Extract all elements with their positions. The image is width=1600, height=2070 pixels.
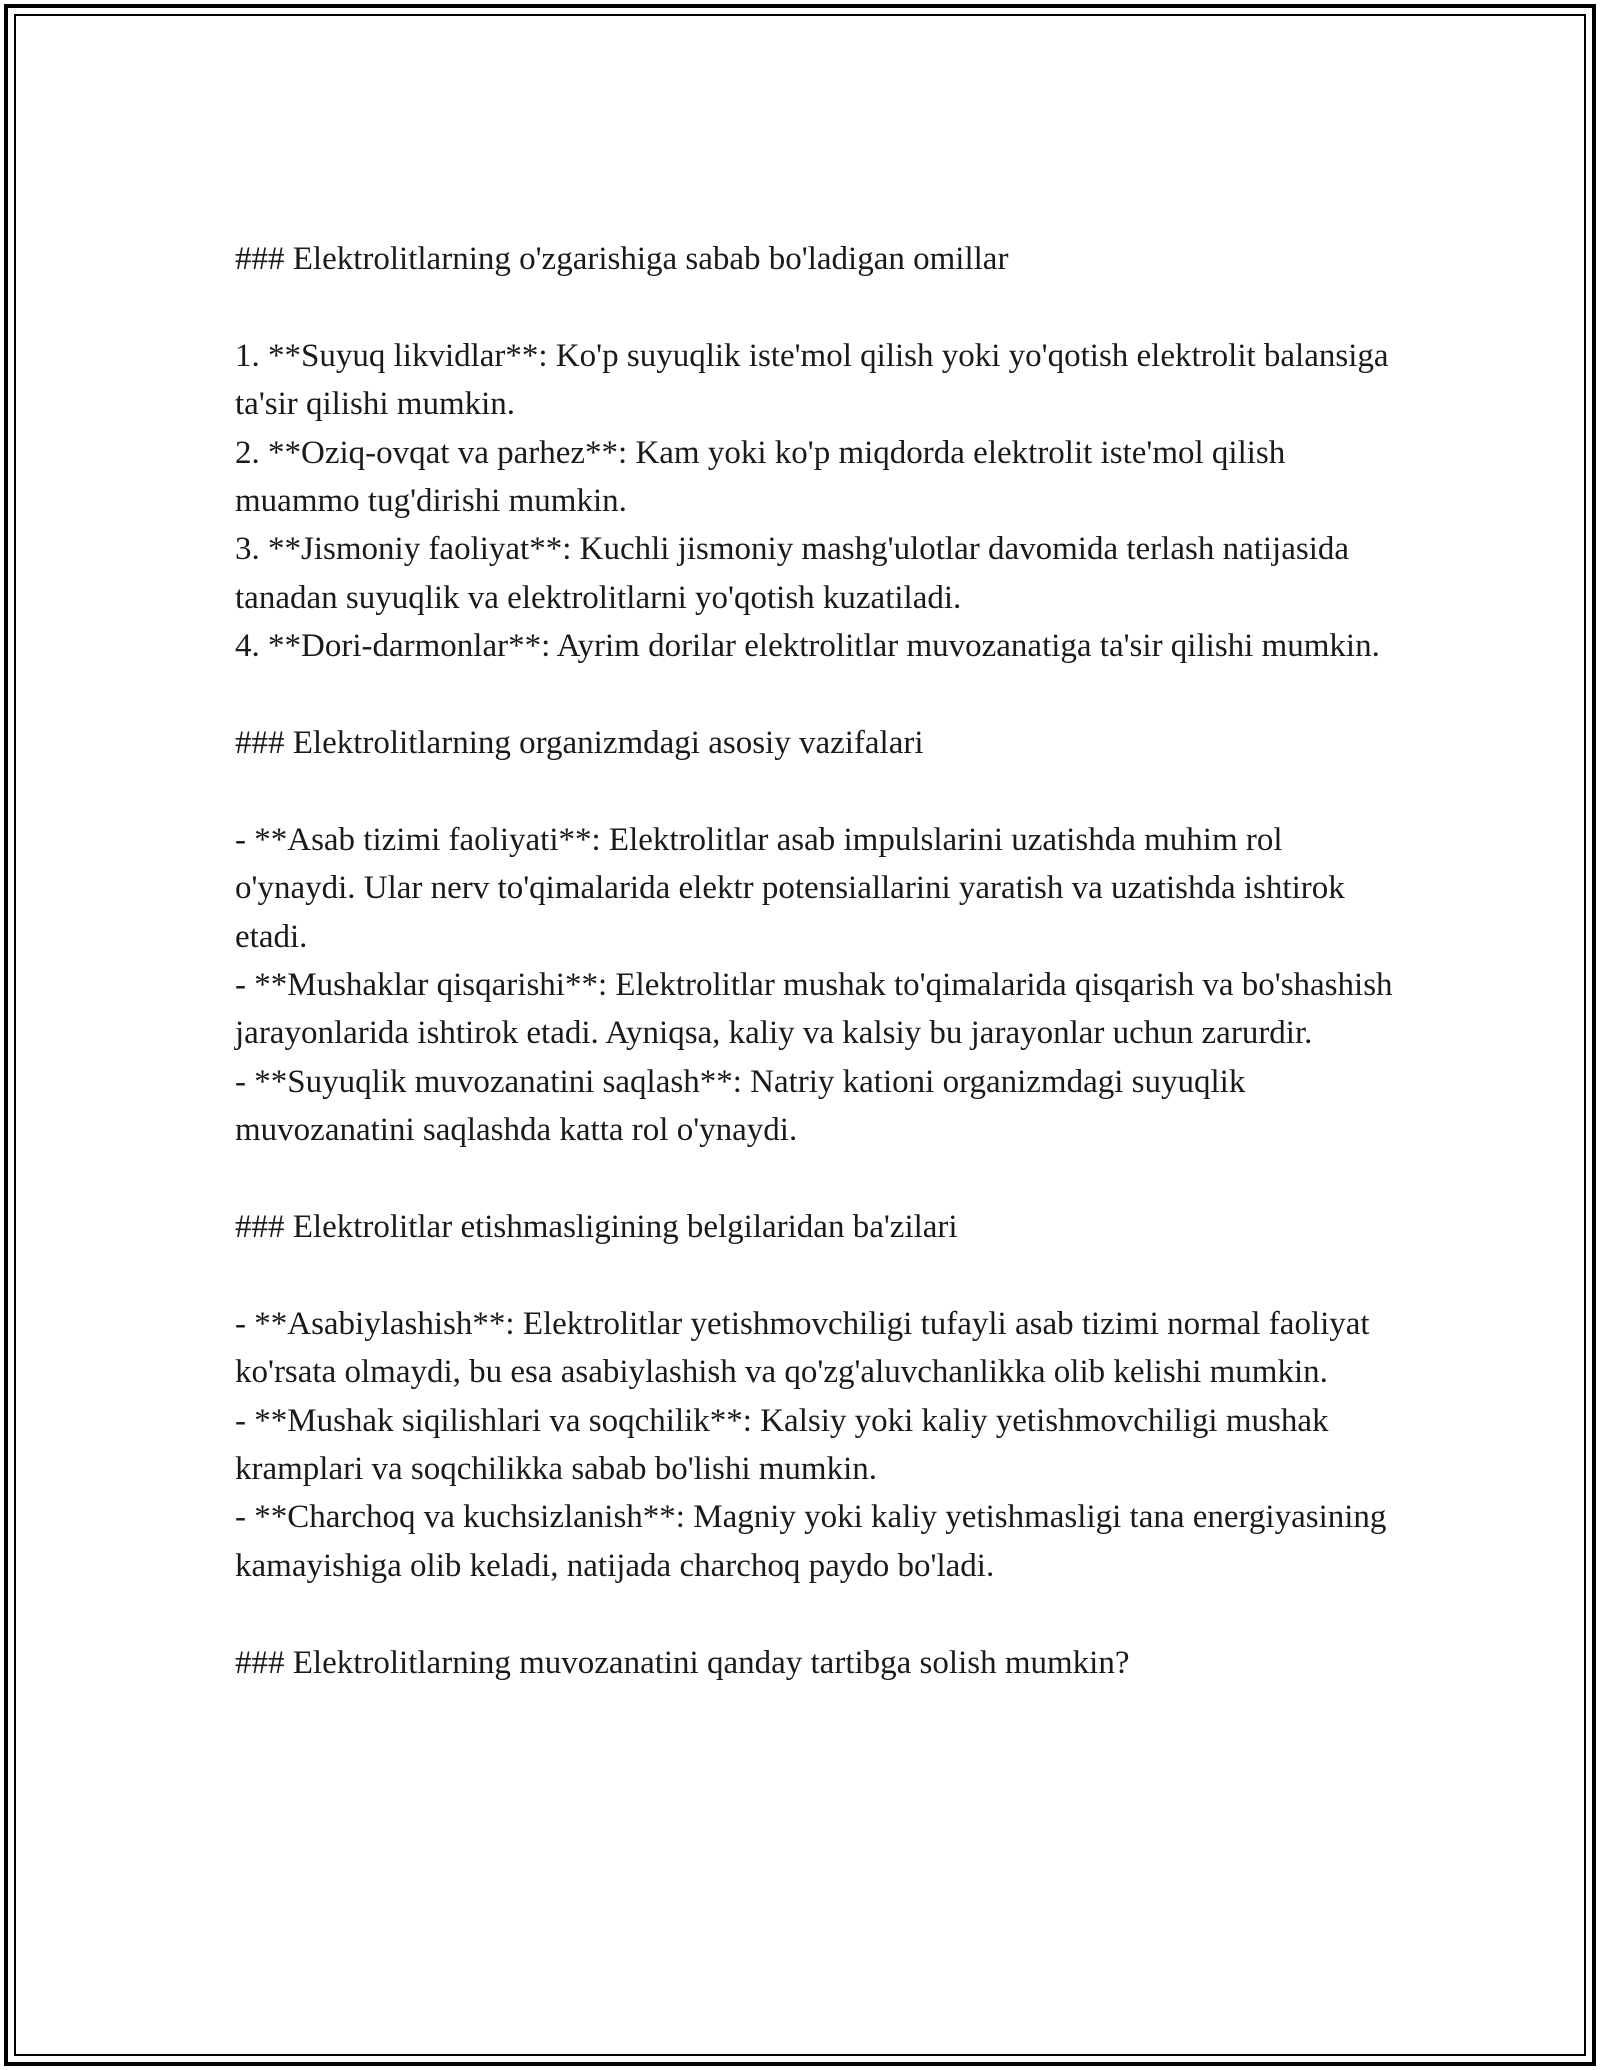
list-item: - **Mushaklar qisqarishi**: Elektrolitlar mushak to'qimalarida qisqarish va bo'shashish jarayonlarida ishtirok etadi. Ayniqsa, kaliy va kalsiy bu jarayonlar uchun zarurdir. — [235, 967, 1393, 1052]
list-item: 1. **Suyuq likvidlar**: Ko'p suyuqlik iste'mol qilish yoki yo'qotish elektrolit balansiga ta'sir qilishi mumkin. — [235, 337, 1389, 423]
section-heading-factors: ### Elektrolitlarning o'zgarishiga sabab bo'ladigan omillar — [235, 241, 1009, 277]
section-heading-symptoms: ### Elektrolitlar etishmasligining belgilaridan ba'zilari — [235, 1209, 958, 1246]
list-item: 2. **Oziq-ovqat va parhez**: Kam yoki ko'p miqdorda elektrolit iste'mol qilish muammo tug'dirishi mumkin. — [235, 434, 1286, 520]
document-body — [235, 235, 1395, 1687]
list-item: - **Charchoq va kuchsizlanish**: Magniy yoki kaliy yetishmasligi tana energiyasining kamayishiga olib keladi, natijada charchoq paydo bo'ladi. — [235, 1499, 1387, 1584]
paragraph-gap — [235, 1155, 1395, 1203]
list-item: - **Suyuqlik muvozanatini saqlash**: Natriy kationi organizmdagi suyuqlik muvozanatini saqlashda katta rol o'ynaydi. — [235, 1063, 1246, 1149]
list-item: 3. **Jismoniy faoliyat**: Kuchli jismoniy mashg'ulotlar davomida terlash natijasida tanadan suyuqlik va elektrolitlarni yo'qotish kuzatiladi. — [235, 531, 1350, 616]
list-item: - **Asab tizimi faoliyati**: Elektrolitlar asab impulslarini uzatishda muhim rol o'ynaydi. Ular nerv to'qimalarida elektr potensiallarini yaratish va uzatishda ishtirok etadi. — [235, 821, 1345, 955]
paragraph-gap — [235, 283, 1395, 331]
list-item: - **Asabiylashish**: Elektrolitlar yetishmovchiligi tufayli asab tizimi normal faoliyat ko'rsata olmaydi, bu esa asabiylashish va qo'zg'aluvchanlikka olib kelishi mumkin. — [235, 1305, 1370, 1391]
section-heading-functions: ### Elektrolitlarning organizmdagi asosiy vazifalari — [235, 725, 924, 762]
list-item: 4. **Dori-darmonlar**: Ayrim dorilar elektrolitlar muvozanatiga ta'sir qilishi mumkin. — [235, 628, 1380, 665]
section-heading-balance: ### Elektrolitlarning muvozanatini qanday tartibga solish mumkin? — [235, 1644, 1130, 1681]
paragraph-gap — [235, 767, 1395, 815]
paragraph-gap — [235, 1590, 1395, 1638]
list-item: - **Mushak siqilishlari va soqchilik**: Kalsiy yoki kaliy yetishmovchiligi mushak kramplari va soqchilikka sabab bo'lishi mumkin. — [235, 1402, 1329, 1488]
paragraph-gap — [235, 671, 1395, 719]
paragraph-gap — [235, 1251, 1395, 1299]
